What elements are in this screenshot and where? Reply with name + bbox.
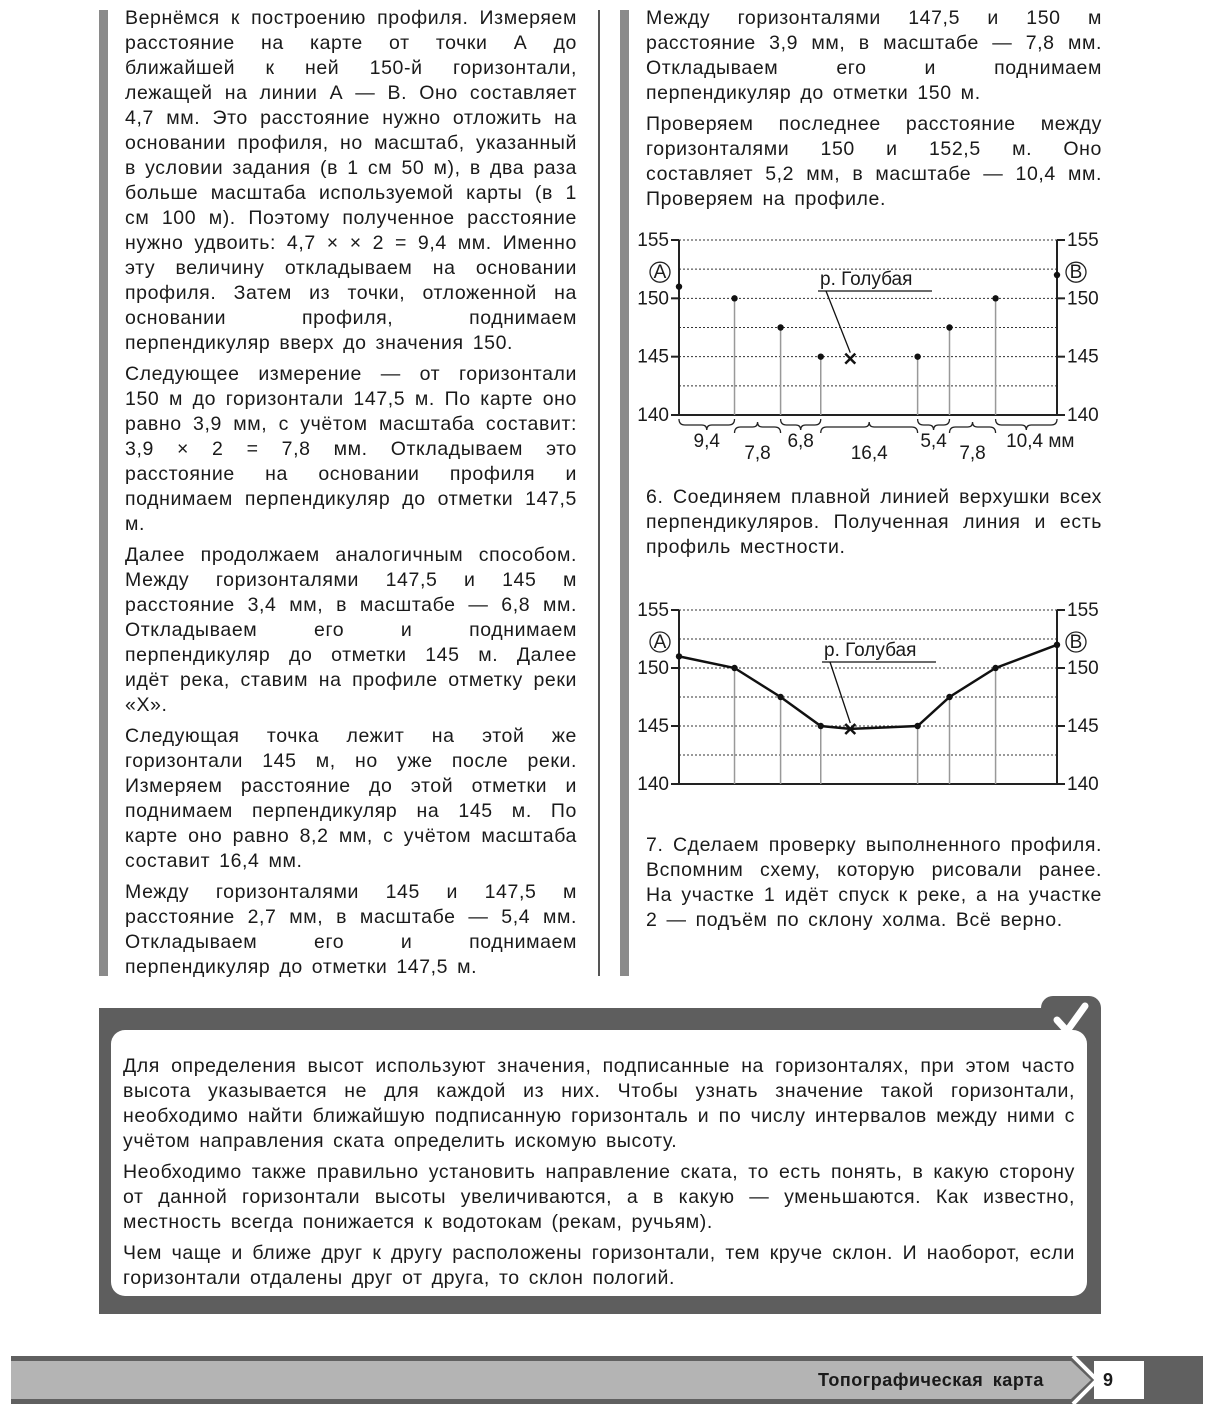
river-leader-line (826, 291, 850, 353)
y-tick-label-right: 155 (1067, 230, 1099, 251)
point-b-label: B (1069, 262, 1083, 284)
y-tick-label-left: 150 (637, 658, 669, 679)
y-tick-label-right: 145 (1067, 346, 1099, 368)
river-label: р. Голубая (824, 640, 917, 661)
segment-brace (918, 419, 950, 430)
segment-label: 6,8 (787, 431, 814, 452)
profile-point (731, 665, 737, 671)
profile-point (1054, 272, 1060, 278)
y-tick-label-right: 155 (1067, 600, 1099, 621)
point-b-label: B (1069, 632, 1083, 653)
segment-label: 9,4 (693, 431, 720, 452)
profile-point (777, 694, 783, 700)
right-column-top (646, 6, 1102, 218)
y-tick-label-left: 140 (637, 774, 669, 795)
profile-point (992, 665, 998, 671)
footer-section-title: Топографическая карта (818, 1370, 1044, 1390)
profile-point (1054, 642, 1060, 648)
y-tick-label-left: 145 (637, 346, 669, 368)
y-tick-label-left: 145 (637, 716, 669, 737)
step-7-text (646, 833, 1102, 939)
segment-brace (821, 422, 918, 433)
segment-brace (781, 419, 821, 430)
info-paragraph-1: Для определения высот используют значения, подписанные на горизонталях, при этом часто высота указывается не для каждой из них. Чтобы узнать значение такой горизонтали, необходимо найти ближайшую подписанную горизонталь и по числу интервалов между ними с учётом направления ската определить искомую высоту. (123, 1055, 1075, 1152)
y-tick-label-right: 140 (1067, 405, 1099, 426)
right-paragraph-1: Между горизонталями 147,5 и 150 м расстояние 3,9 мм, в масштабе — 7,8 мм. Откладываем его и поднимаем перпендикуляр до отметки 150 м. (646, 7, 1102, 104)
profile-point (731, 295, 737, 301)
column-divider (598, 10, 600, 976)
step-6-text (646, 485, 1102, 566)
segment-label: 10,4 мм (1006, 431, 1075, 452)
point-a-label: A (653, 262, 667, 284)
profile-chart-connected (630, 595, 1110, 805)
segment-label: 5,4 (920, 431, 947, 452)
river-leader-line (830, 662, 850, 723)
profile-point (818, 723, 824, 729)
profile-chart-perpendiculars (630, 225, 1110, 475)
segment-brace (950, 422, 996, 433)
profile-point (818, 353, 824, 359)
profile-point (946, 694, 952, 700)
step-7-paragraph: 7. Сделаем проверку выполненного профиля. Вспомним схему, которую рисовали ранее. На участке 1 идёт спуск к реке, а на участке 2 — подъём по склону холма. Всё верно. (646, 834, 1102, 931)
y-tick-label-left: 150 (637, 288, 669, 310)
y-tick-label-right: 150 (1067, 658, 1099, 679)
segment-label: 7,8 (744, 443, 771, 464)
river-label: р. Голубая (820, 269, 913, 290)
y-tick-label-right: 150 (1067, 288, 1099, 310)
left-column-bar (99, 10, 108, 976)
segment-brace (996, 419, 1057, 430)
y-tick-label-left: 155 (637, 600, 669, 621)
segment-brace (735, 422, 781, 433)
segment-label: 16,4 (850, 443, 888, 464)
right-column-bar (620, 10, 629, 976)
profile-point (946, 324, 952, 330)
y-tick-label-left: 140 (637, 405, 669, 426)
profile-point (992, 295, 998, 301)
info-paragraph-2: Необходимо также правильно установить направление ската, то есть понять, в какую сторону от данной горизонтали высоты увеличиваются, а в какую — уменьшаются. Как известно, местность всегда понижается к водотокам (рекам, ручьям). (123, 1161, 1075, 1233)
left-column (125, 6, 577, 986)
profile-point (676, 653, 682, 659)
profile-point (777, 324, 783, 330)
info-paragraph-3: Чем чаще и ближе друг к другу расположены горизонтали, тем круче склон. И наоборот, если горизонтали отдалены друг от друга, то склон пологий. (123, 1242, 1075, 1289)
left-paragraph-2: Следующее измерение — от горизонтали 150 м до горизонтали 147,5 м. По карте оно равно 3,9 мм, с учётом масштаба составит: 3,9 × 2 = 7,8 мм. Откладываем это расстояние на основании профиля и поднимаем перпендикуляр до отметки 147,5 м. (125, 363, 577, 535)
segment-label: 7,8 (959, 443, 986, 464)
point-a-label: A (653, 632, 667, 653)
profile-point (914, 723, 920, 729)
y-tick-label-right: 140 (1067, 774, 1099, 795)
right-paragraph-2: Проверяем последнее расстояние между горизонталями 150 и 152,5 м. Оно составляет 5,2 мм, в масштабе — 10,4 мм. Проверяем на профиле. (646, 113, 1102, 210)
step-6-paragraph: 6. Соединяем плавной линией верхушки всех перпендикуляров. Полученная линия и есть профиль местности. (646, 486, 1102, 558)
left-paragraph-1: Вернёмся к построению профиля. Измеряем расстояние на карте от точки А до ближайшей к ней 150-й горизонтали, лежащей на линии А — В. Оно составляет 4,7 мм. Это расстояние нужно отложить на основании профиля, но масштаб, указанный в условии задания (в 1 см 50 м), в два раза больше масштаба используемой карты (в 1 см 100 м). Поэтому полученное расстояние нужно удвоить: 4,7 × × 2 = 9,4 мм. Именно эту величину откладываем на основании профиля. Затем из точки, отложенной на основании профиля, поднимаем перпендикуляр вверх до значения 150. (125, 7, 577, 354)
page-number: 9 (1103, 1370, 1114, 1390)
profile-point (676, 283, 682, 289)
left-paragraph-3: Далее продолжаем аналогичным способом. Между горизонталями 147,5 и 145 м расстояние 3,4 мм, в масштабе — 6,8 мм. Откладываем его и поднимаем перпендикуляр до отметки 145 м. Далее идёт река, ставим на профиле отметку реки «Х». (125, 544, 577, 716)
segment-brace (679, 419, 735, 430)
profile-point (914, 353, 920, 359)
y-tick-label-right: 145 (1067, 716, 1099, 737)
left-paragraph-5: Между горизонталями 145 и 147,5 м расстояние 2,7 мм, в масштабе — 5,4 мм. Откладываем его и поднимаем перпендикуляр до отметки 147,5 м. (125, 881, 577, 978)
left-paragraph-4: Следующая точка лежит на этой же горизонтали 145 м, но уже после реки. Измеряем расстояние до этой отметки и поднимаем перпендикуляр на 145 м. По карте оно равно 8,2 мм, с учётом масштаба составит 16,4 мм. (125, 725, 577, 872)
y-tick-label-left: 155 (637, 230, 669, 251)
info-box-text (123, 1054, 1075, 1297)
